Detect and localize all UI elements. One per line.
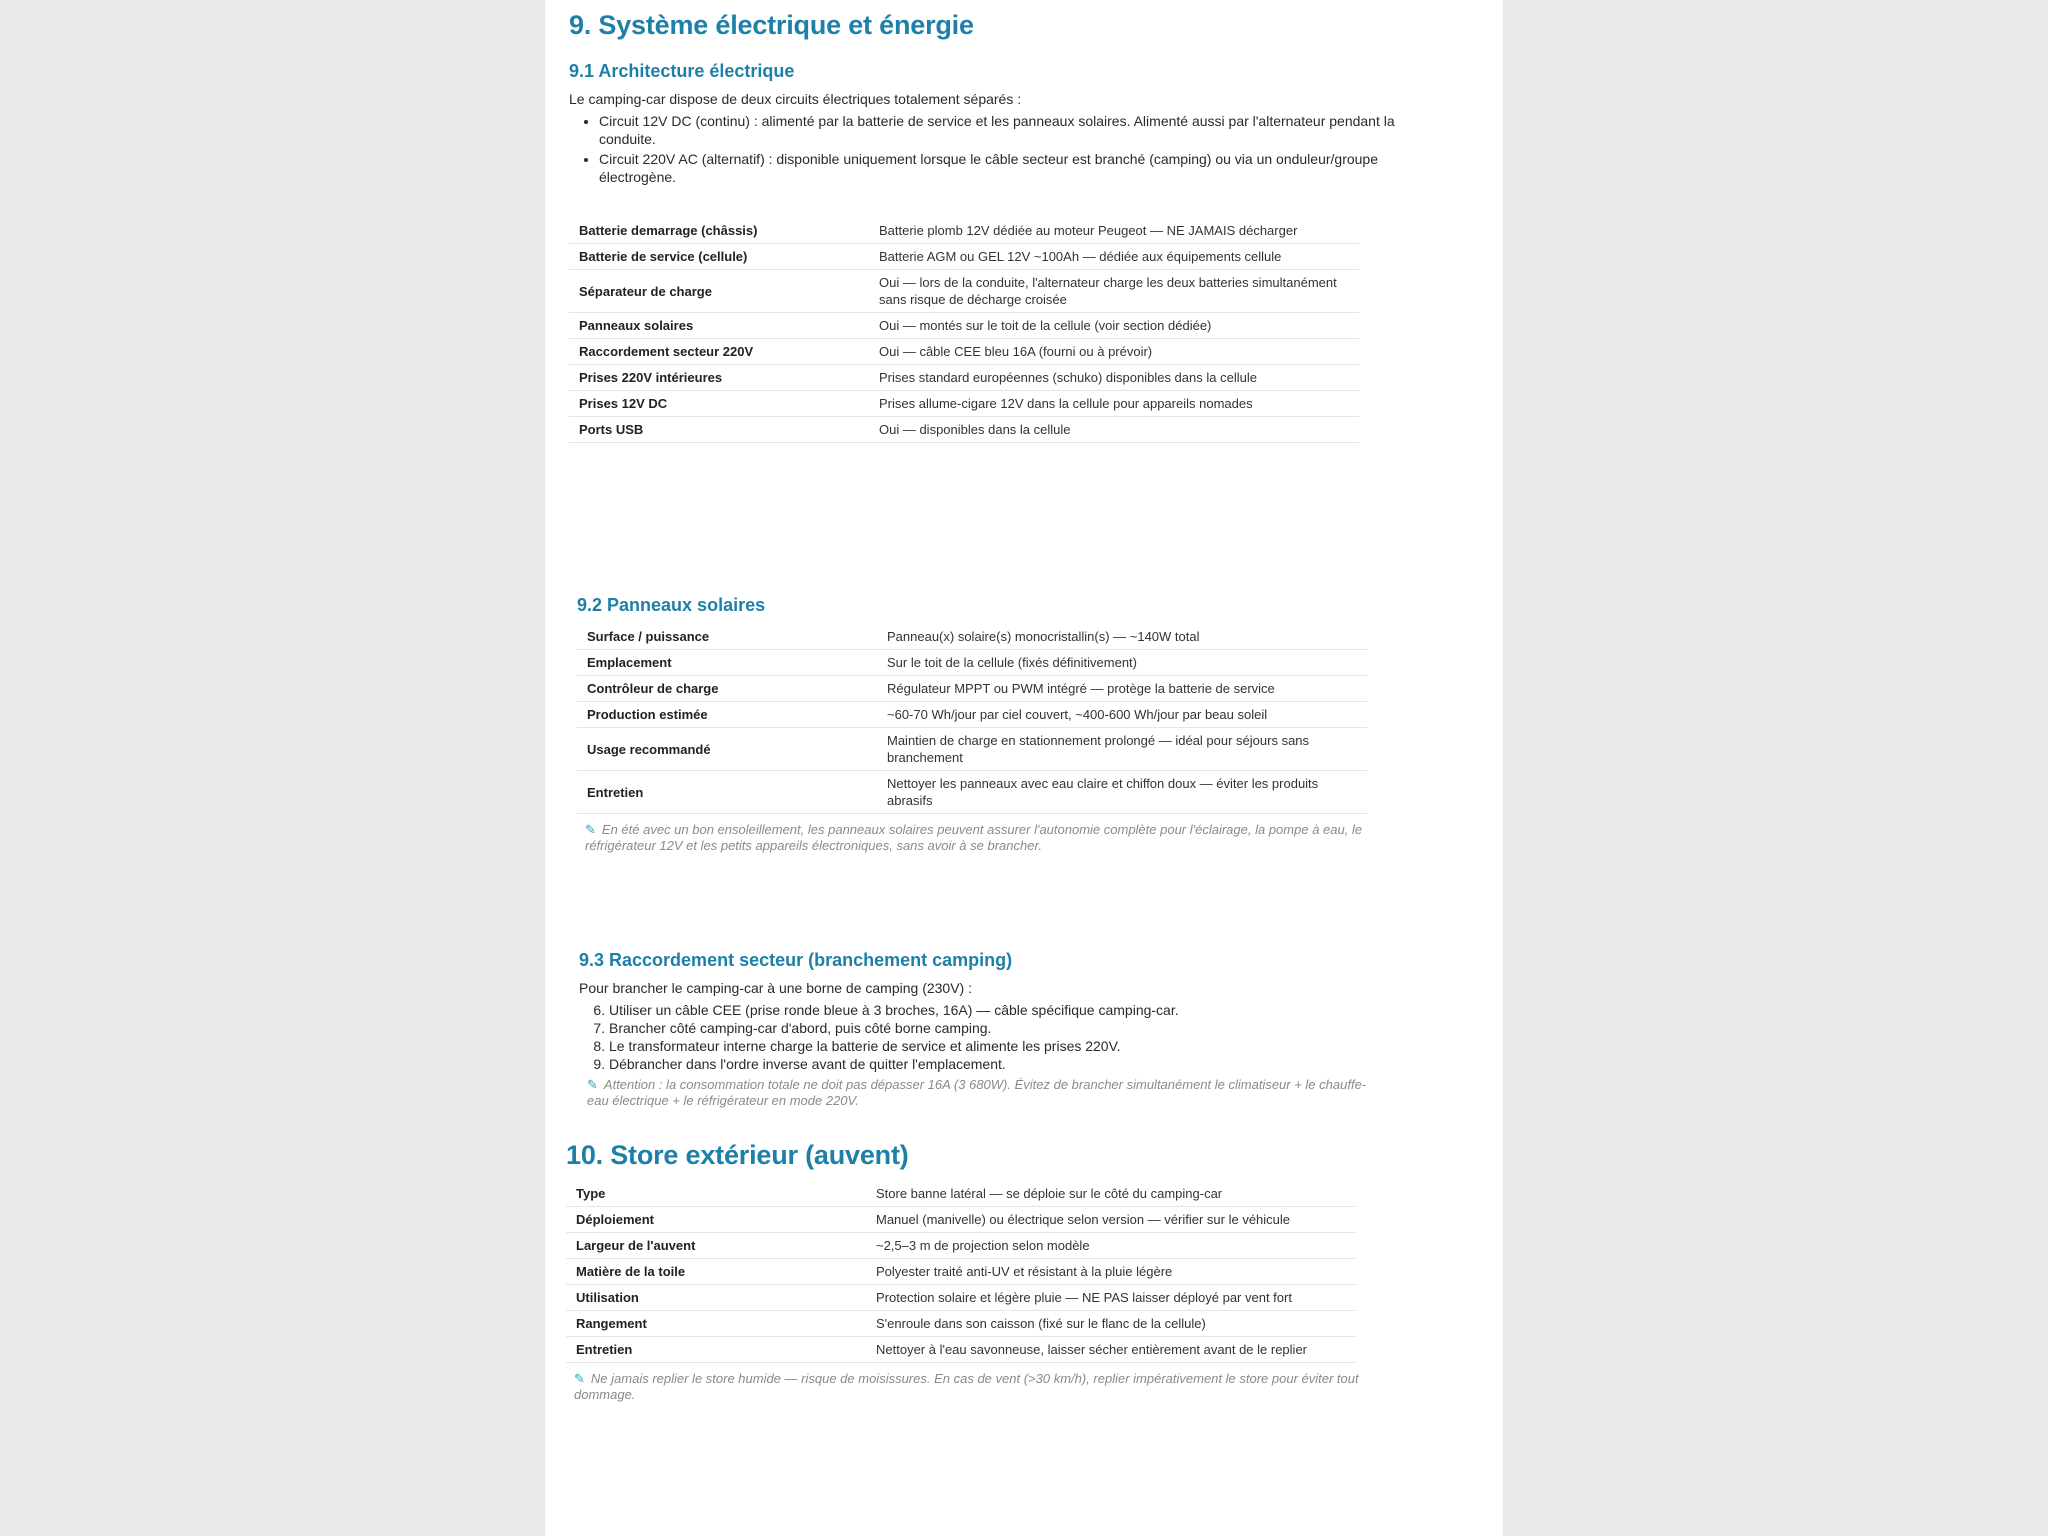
row-key: Batterie demarrage (châssis) [569,218,869,244]
table-row [577,728,1367,771]
subsection-9-2 [577,595,1457,854]
note-text: Attention : la consommation totale ne doit pas dépasser 16A (3 680W). Évitez de brancher simultanément le climatiseur + le chauffe-eau électrique + le réfrigérateur en mode 220V. [587,1077,1367,1108]
table-row [566,1259,1356,1285]
list-item: 7. Brancher côté camping-car d'abord, puis côté borne camping. [609,1019,1459,1037]
row-key: Rangement [566,1311,866,1337]
row-key: Entretien [577,771,877,814]
row-key: Séparateur de charge [569,270,869,313]
row-value: Oui — disponibles dans la cellule [869,417,1359,443]
table-row [569,218,1359,244]
row-key: Emplacement [577,650,877,676]
subsection-9-3-intro: Pour brancher le camping-car à une borne de camping (230V) : [579,980,972,996]
note-text: En été avec un bon ensoleillement, les panneaux solaires peuvent assurer l'autonomie complète pour l'éclairage, la pompe à eau, le réfrigérateur 12V et les petits appareils électroniques, sans avoir à se brancher. [585,822,1363,853]
table-row [569,391,1359,417]
circuit-list [569,112,1449,186]
row-key: Prises 12V DC [569,391,869,417]
row-key: Matière de la toile [566,1259,866,1285]
row-key: Utilisation [566,1285,866,1311]
note-text: Ne jamais replier le store humide — risque de moisissures. En cas de vent (>30 km/h), replier impérativement le store pour éviter tout dommage. [574,1371,1359,1402]
table-row [569,365,1359,391]
row-value: S'enroule dans son caisson (fixé sur le flanc de la cellule) [866,1311,1356,1337]
row-value: ~60-70 Wh/jour par ciel couvert, ~400-600 Wh/jour par beau soleil [877,702,1367,728]
table-row [577,702,1367,728]
row-value: Prises standard européennes (schuko) disponibles dans la cellule [869,365,1359,391]
row-value: Nettoyer à l'eau savonneuse, laisser sécher entièrement avant de le replier [866,1337,1356,1363]
row-key: Largeur de l'auvent [566,1233,866,1259]
row-key: Déploiement [566,1207,866,1233]
table-row [569,244,1359,270]
list-item: 8. Le transformateur interne charge la batterie de service et alimente les prises 220V. [609,1037,1459,1055]
table-row [569,417,1359,443]
list-item: • Circuit 220V AC (alternatif) : disponible uniquement lorsque le câble secteur est branché (camping) ou via un onduleur/groupe électrogène. [599,150,1449,186]
table-row [566,1181,1356,1207]
awning-tip-note [574,1371,1364,1403]
awning-spec-table [566,1181,1356,1363]
row-key: Raccordement secteur 220V [569,339,869,365]
table-row [577,650,1367,676]
row-value: Maintien de charge en stationnement prolongé — idéal pour séjours sans branchement [877,728,1367,771]
table-row [577,771,1367,814]
row-key: Prises 220V intérieures [569,365,869,391]
section-9 [569,10,1449,443]
section-9-title: 9. Système électrique et énergie [569,10,974,40]
subsection-9-1-intro: Le camping-car dispose de deux circuits électriques totalement séparés : [569,91,1022,107]
row-key: Batterie de service (cellule) [569,244,869,270]
solar-spec-table [577,624,1367,814]
pencil-note-icon: ✎ [574,1371,585,1386]
row-value: Oui — câble CEE bleu 16A (fourni ou à prévoir) [869,339,1359,365]
table-row [566,1311,1356,1337]
table-row [569,313,1359,339]
table-row [566,1233,1356,1259]
row-value: Prises allume-cigare 12V dans la cellule pour appareils nomades [869,391,1359,417]
table-row [569,339,1359,365]
table-row [566,1337,1356,1363]
table-row [577,676,1367,702]
row-value: Polyester traité anti-UV et résistant à la pluie légère [866,1259,1356,1285]
row-key: Contrôleur de charge [577,676,877,702]
pencil-note-icon: ✎ [587,1077,598,1092]
section-10 [566,1140,1446,1403]
row-key: Ports USB [569,417,869,443]
row-value: Oui — lors de la conduite, l'alternateur charge les deux batteries simultanément sans risque de décharge croisée [869,270,1359,313]
subsection-9-1-title: 9.1 Architecture électrique [569,61,795,81]
solar-tip-note [585,822,1375,854]
row-value: Oui — montés sur le toit de la cellule (voir section dédiée) [869,313,1359,339]
row-value: Panneau(x) solaire(s) monocristallin(s) — ~140W total [877,624,1367,650]
row-value: Manuel (manivelle) ou électrique selon version — vérifier sur le véhicule [866,1207,1356,1233]
row-key: Panneaux solaires [569,313,869,339]
table-row [569,270,1359,313]
list-item: • Circuit 12V DC (continu) : alimenté par la batterie de service et les panneaux solaires. Alimenté aussi par l'alternateur pendant la conduite. [599,112,1449,148]
row-value: Store banne latéral — se déploie sur le côté du camping-car [866,1181,1356,1207]
row-value: Batterie plomb 12V dédiée au moteur Peugeot — NE JAMAIS décharger [869,218,1359,244]
list-item: 9. Débrancher dans l'ordre inverse avant de quitter l'emplacement. [609,1055,1459,1073]
row-key: Entretien [566,1337,866,1363]
subsection-9-2-title: 9.2 Panneaux solaires [577,595,766,615]
table-row [566,1207,1356,1233]
row-key: Production estimée [577,702,877,728]
document-page [545,0,1503,1536]
subsection-9-3 [579,950,1459,1109]
table-row [566,1285,1356,1311]
row-key: Surface / puissance [577,624,877,650]
row-value: ~2,5–3 m de projection selon modèle [866,1233,1356,1259]
power-warning-note [587,1077,1377,1109]
row-value: Sur le toit de la cellule (fixés définitivement) [877,650,1367,676]
row-value: Régulateur MPPT ou PWM intégré — protège la batterie de service [877,676,1367,702]
subsection-9-3-title: 9.3 Raccordement secteur (branchement camping) [579,950,1013,970]
row-value: Batterie AGM ou GEL 12V ~100Ah — dédiée aux équipements cellule [869,244,1359,270]
pencil-note-icon: ✎ [585,822,596,837]
row-value: Protection solaire et légère pluie — NE PAS laisser déployé par vent fort [866,1285,1356,1311]
table-row [577,624,1367,650]
connection-steps [579,1001,1459,1073]
row-key: Usage recommandé [577,728,877,771]
electrical-spec-table [569,218,1359,443]
list-item: 6. Utiliser un câble CEE (prise ronde bleue à 3 broches, 16A) — câble spécifique camping-car. [609,1001,1459,1019]
row-key: Type [566,1181,866,1207]
section-10-title: 10. Store extérieur (auvent) [566,1140,909,1170]
row-value: Nettoyer les panneaux avec eau claire et chiffon doux — éviter les produits abrasifs [877,771,1367,814]
